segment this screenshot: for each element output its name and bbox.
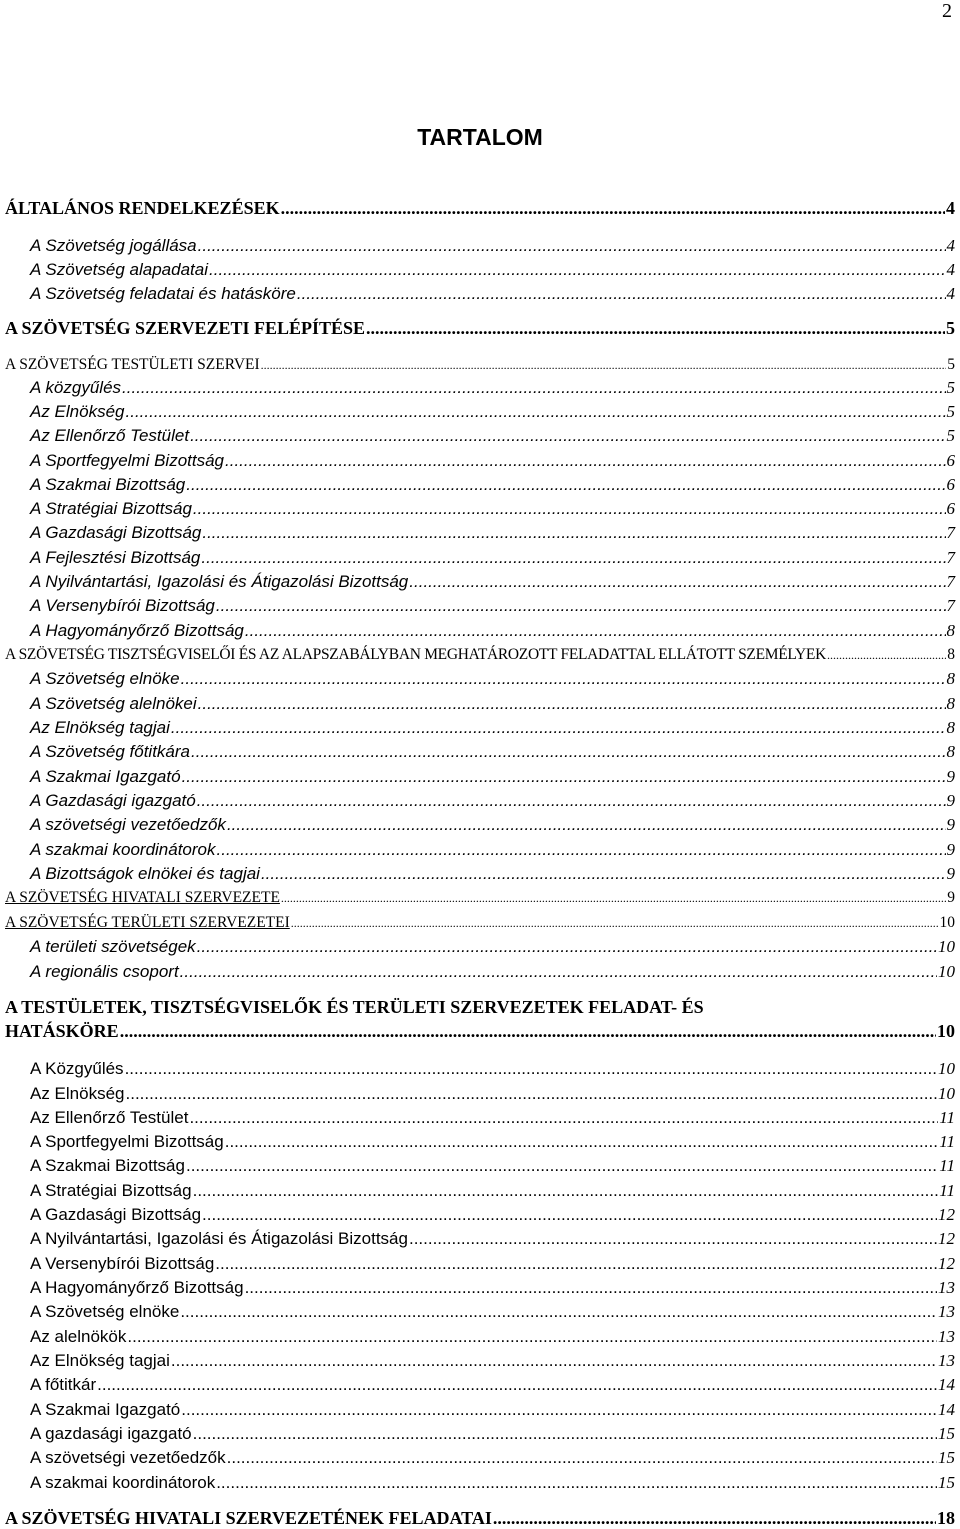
toc-entry[interactable]: Az Elnökség tagjai ..... 13 <box>30 1351 955 1371</box>
dot-leader <box>201 548 945 568</box>
toc-heading-feladat-line2[interactable]: HATÁSKÖRE ..... 10 <box>5 1021 955 1042</box>
dot-leader <box>366 318 945 339</box>
toc-entry[interactable]: A Nyilvántartási, Igazolási és Átigazolási Bizottság ..... 7 <box>30 572 955 592</box>
toc-entry[interactable]: Az Elnökség ..... 5 <box>30 402 955 422</box>
toc-entry[interactable]: Az alelnökök ..... 13 <box>30 1327 955 1347</box>
dot-leader <box>198 236 946 256</box>
toc-entry[interactable]: A szövetségi vezetőedzők ..... 9 <box>30 815 955 835</box>
dot-leader <box>227 1448 937 1468</box>
dot-leader <box>409 1229 937 1249</box>
toc-entry[interactable]: A Gazdasági igazgató ..... 9 <box>30 791 955 811</box>
toc-entry[interactable]: A szövetségi vezetőedzők ..... 15 <box>30 1448 955 1468</box>
toc-entry[interactable]: A Stratégiai Bizottság ..... 11 <box>30 1181 955 1201</box>
dot-leader <box>261 864 946 884</box>
toc-entry[interactable]: A közgyűlés ..... 5 <box>30 378 955 398</box>
toc-entry[interactable]: A Hagyományőrző Bizottság ..... 13 <box>30 1278 955 1298</box>
dot-leader <box>202 523 945 543</box>
dot-leader <box>217 840 946 860</box>
toc-entry[interactable]: A Szövetség elnöke ..... 8 <box>30 669 955 689</box>
dot-leader <box>181 1400 937 1420</box>
toc-entry[interactable]: A Sportfegyelmi Bizottság ..... 6 <box>30 451 955 471</box>
dot-leader <box>202 1205 937 1225</box>
dot-leader <box>281 891 946 906</box>
dot-leader <box>181 669 946 689</box>
dot-leader <box>120 1021 936 1042</box>
toc-entry[interactable]: A regionális csoport ..... 10 <box>30 962 955 982</box>
toc-entry[interactable]: A Közgyűlés ..... 10 <box>30 1059 955 1079</box>
dot-leader <box>245 621 946 641</box>
toc-entry[interactable]: A Szakmai Bizottság ..... 11 <box>30 1156 955 1176</box>
toc-entry[interactable]: Az Ellenőrző Testület ..... 5 <box>30 426 955 446</box>
dot-leader <box>261 358 947 373</box>
dot-leader <box>189 1108 938 1128</box>
dot-leader <box>209 260 946 280</box>
dot-leader <box>171 1351 937 1371</box>
toc-entry[interactable]: A Szakmai Igazgató ..... 9 <box>30 767 955 787</box>
dot-leader <box>191 742 945 762</box>
toc-entry[interactable]: A Szakmai Bizottság ..... 6 <box>30 475 955 495</box>
toc-entry[interactable]: A Bizottságok elnökei és tagjai ..... 9 <box>30 864 955 884</box>
toc-entry[interactable]: A Szövetség alapadatai ..... 4 <box>30 260 955 280</box>
toc-entry[interactable]: A Fejlesztési Bizottság ..... 7 <box>30 548 955 568</box>
dot-leader <box>216 1473 937 1493</box>
toc-entry[interactable]: A Hagyományőrző Bizottság ..... 8 <box>30 621 955 641</box>
dot-leader <box>227 815 946 835</box>
dot-leader <box>245 1278 937 1298</box>
dot-leader <box>97 1375 937 1395</box>
toc-entry[interactable]: A Stratégiai Bizottság ..... 6 <box>30 499 955 519</box>
toc-entry[interactable]: A Versenybírói Bizottság ..... 12 <box>30 1254 955 1274</box>
toc-subheading-teruleti-szervezetei[interactable]: A SZÖVETSÉG TERÜLETI SZERVEZETEI ..... 10 <box>5 914 955 932</box>
dot-leader <box>186 475 945 495</box>
toc-entry[interactable]: A Gazdasági Bizottság ..... 7 <box>30 523 955 543</box>
page-number: 2 <box>942 0 952 22</box>
toc-entry[interactable]: A szakmai koordinátorok ..... 15 <box>30 1473 955 1493</box>
toc-entry[interactable]: A főtitkár ..... 14 <box>30 1375 955 1395</box>
dot-leader <box>291 916 939 931</box>
dot-leader <box>190 426 945 446</box>
toc-entry[interactable]: A Gazdasági Bizottság ..... 12 <box>30 1205 955 1225</box>
dot-leader <box>827 648 946 663</box>
toc-subheading-testuleti-szervei[interactable]: A SZÖVETSÉG TESTÜLETI SZERVEI ..... 5 <box>5 356 955 374</box>
toc-entry[interactable]: A szakmai koordinátorok ..... 9 <box>30 840 955 860</box>
dot-leader <box>125 1059 937 1079</box>
toc-subheading-hivatali-szervezete[interactable]: A SZÖVETSÉG HIVATALI SZERVEZETE ..... 9 <box>5 889 955 907</box>
toc-subheading-tisztsegviselok[interactable]: A SZÖVETSÉG TISZTSÉGVISELŐI ÉS AZ ALAPSZABÁLYBAN MEGHATÁROZOTT FELADATTAL ELLÁTOTT SZEMÉLYEK ..... 8 <box>5 646 955 664</box>
dot-leader <box>193 1424 937 1444</box>
dot-leader <box>215 1254 937 1274</box>
toc-entry[interactable]: A Nyilvántartási, Igazolási és Átigazolási Bizottság ..... 12 <box>30 1229 955 1249</box>
toc-entry[interactable]: Az Elnökség tagjai ..... 8 <box>30 718 955 738</box>
toc-entry[interactable]: A Szövetség elnöke ..... 13 <box>30 1302 955 1322</box>
dot-leader <box>198 694 946 714</box>
toc-heading-altalanos[interactable]: ÁLTALÁNOS RENDELKEZÉSEK ..... 4 <box>5 198 955 219</box>
dot-leader <box>225 1132 939 1152</box>
dot-leader <box>186 1156 938 1176</box>
dot-leader <box>225 451 945 471</box>
dot-leader <box>180 962 937 982</box>
toc-entry[interactable]: A Sportfegyelmi Bizottság ..... 11 <box>30 1132 955 1152</box>
toc-heading-szervezeti-felepites[interactable]: A SZÖVETSÉG SZERVEZETI FELÉPÍTÉSE ..... 5 <box>5 318 955 339</box>
dot-leader <box>216 596 946 616</box>
toc-entry[interactable]: A Szakmai Igazgató ..... 14 <box>30 1400 955 1420</box>
dot-leader <box>409 572 945 592</box>
toc-entry[interactable]: A területi szövetségek ..... 10 <box>30 937 955 957</box>
dot-leader <box>127 1327 937 1347</box>
dot-leader <box>126 1084 938 1104</box>
toc-entry[interactable]: A Szövetség főtitkára ..... 8 <box>30 742 955 762</box>
dot-leader <box>493 1508 936 1529</box>
toc-entry[interactable]: Az Elnökség ..... 10 <box>30 1084 955 1104</box>
dot-leader <box>171 718 946 738</box>
dot-leader <box>193 499 946 519</box>
dot-leader <box>122 378 945 398</box>
dot-leader <box>126 402 946 422</box>
toc-entry[interactable]: A Versenybírói Bizottság ..... 7 <box>30 596 955 616</box>
dot-leader <box>197 937 937 957</box>
dot-leader <box>182 767 946 787</box>
dot-leader <box>281 198 945 219</box>
toc-entry[interactable]: A Szövetség jogállása ..... 4 <box>30 236 955 256</box>
toc-entry[interactable]: A gazdasági igazgató ..... 15 <box>30 1424 955 1444</box>
dot-leader <box>197 791 946 811</box>
dot-leader <box>297 284 946 304</box>
toc-heading-hivatali-feladatai[interactable]: A SZÖVETSÉG HIVATALI SZERVEZETÉNEK FELADATAI ..... 18 <box>5 1508 955 1529</box>
dot-leader <box>180 1302 937 1322</box>
dot-leader <box>193 1181 939 1201</box>
toc-heading-feladat-line1[interactable]: A TESTÜLETEK, TISZTSÉGVISELŐK ÉS TERÜLETI SZERVEZETEK FELADAT- ÉS <box>5 997 704 1017</box>
toc-title: TARTALOM <box>417 124 543 150</box>
toc-entry[interactable]: A Szövetség alelnökei ..... 8 <box>30 694 955 714</box>
toc-entry[interactable]: Az Ellenőrző Testület ..... 11 <box>30 1108 955 1128</box>
toc-entry[interactable]: A Szövetség feladatai és hatásköre ..... 4 <box>30 284 955 304</box>
